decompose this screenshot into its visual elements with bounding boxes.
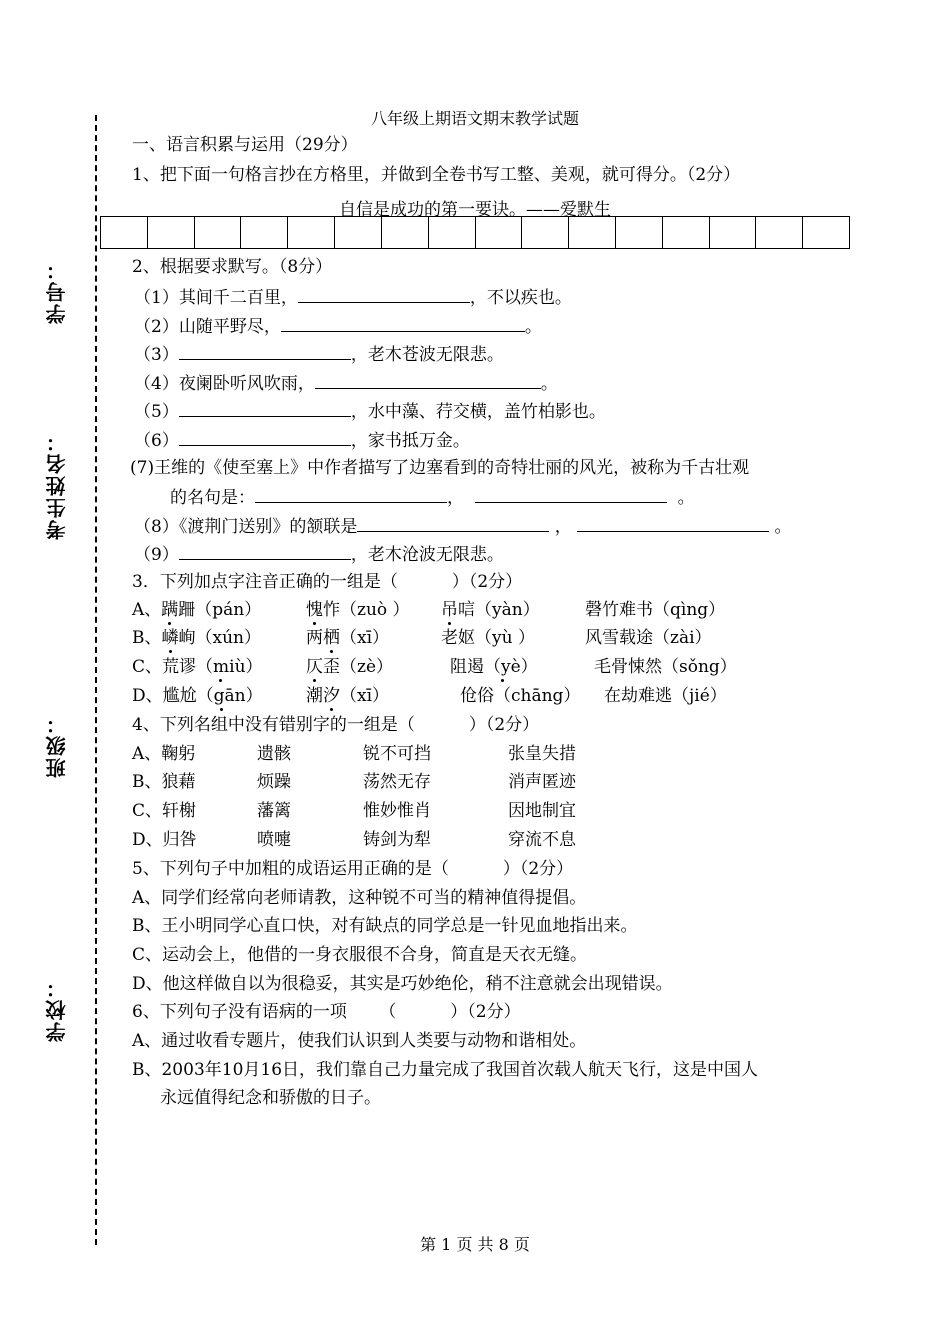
page-title: 八年级上期语文期末教学试题 xyxy=(370,109,579,128)
q3-option-c-3: 阻遏（yè） xyxy=(450,657,538,677)
q4-option-b-3: 荡然无存 xyxy=(363,772,431,792)
answer-blank[interactable] xyxy=(298,286,470,303)
answer-blank[interactable] xyxy=(281,315,525,332)
q4-option-c-2: 藩篱 xyxy=(257,801,291,821)
q3-option-a-4: 磬竹难书（qìng） xyxy=(585,600,726,620)
q4-option-c-4: 因地制宜 xyxy=(508,801,576,821)
name-label: 考生姓名： xyxy=(45,430,69,540)
q3-text: 3．下列加点字注音正确的一组是（ ）（2分） xyxy=(132,572,523,592)
q3-option-b: B、嶙峋（xún） xyxy=(132,628,261,648)
q3-option-c: C、荒谬（miù） xyxy=(132,657,263,677)
q2-item-7: (7)王维的《使至塞上》中作者描写了边塞看到的奇特壮丽的风光，被称为千古壮观 xyxy=(130,458,750,478)
q4-option-b-2: 烦躁 xyxy=(257,772,291,792)
q4-option-c-3: 惟妙惟肖 xyxy=(363,801,431,821)
answer-blank[interactable] xyxy=(577,515,769,532)
q2-item-2: （2）山随平野尽， 。 xyxy=(134,317,542,337)
q4-option-c: C、轩榭 xyxy=(132,801,197,821)
q3-option-a: A、蹒跚（pán） xyxy=(132,600,262,620)
q4-option-b-4: 消声匿迹 xyxy=(508,772,576,792)
answer-blank[interactable] xyxy=(179,400,351,417)
q3-option-a-3: 吊唁（yàn） xyxy=(441,600,540,620)
q4-option-a-2: 遗骸 xyxy=(257,744,291,764)
answer-blank[interactable] xyxy=(179,343,351,360)
section-heading: 一、语言积累与运用（29分） xyxy=(132,135,358,155)
q6-option-a: A、通过收看专题片，使我们认识到人类要与动物和谐相处。 xyxy=(132,1031,587,1051)
answer-blank[interactable] xyxy=(357,515,549,532)
student-no-label: 学号： xyxy=(45,258,69,324)
q4-option-d-2: 喷嚏 xyxy=(257,830,291,850)
q3-option-a-2: 愧怍（zuò ） xyxy=(306,600,410,620)
q6-option-b: B、2003年10月16日，我们靠自己力量完成了我国首次载人航天飞行，这是中国人 xyxy=(132,1060,759,1080)
answer-blank[interactable] xyxy=(179,429,351,446)
q4-option-d-3: 铸剑为犁 xyxy=(363,830,431,850)
q2-item-4: （4）夜阑卧听风吹雨， 。 xyxy=(134,374,558,394)
q2-text: 2、根据要求默写。（8分） xyxy=(132,257,333,277)
q3-option-d-2: 潮汐（xī） xyxy=(306,686,390,706)
q3-option-c-4: 毛骨悚然（sǒng） xyxy=(594,657,737,677)
q4-option-a-4: 张皇失措 xyxy=(508,744,576,764)
answer-blank[interactable] xyxy=(179,543,351,560)
q5-text: 5、下列句子中加粗的成语运用正确的是（ ）（2分） xyxy=(132,859,574,879)
q2-item-7-cont: 的名句是： ， 。 xyxy=(170,488,695,508)
q5-option-a: A、同学们经常向老师请教，这种锐不可当的精神值得提倡。 xyxy=(132,888,587,908)
class-label: 班级： xyxy=(45,712,69,778)
q3-option-b-2: 两栖（xī） xyxy=(306,628,390,648)
school-label: 学校： xyxy=(45,976,69,1042)
q4-text: 4、下列名组中没有错别字的一组是（ ）（2分） xyxy=(132,715,540,735)
q4-option-a-3: 锐不可挡 xyxy=(363,744,431,764)
q3-option-d: D、尴尬（gān） xyxy=(132,686,263,706)
q5-option-c: C、运动会上，他借的一身衣服很不合身，简直是天衣无缝。 xyxy=(132,945,588,965)
q5-option-b: B、王小明同学心直口快，对有缺点的同学总是一针见血地指出来。 xyxy=(132,916,638,936)
q3-option-b-3: 老妪（yù ） xyxy=(441,628,535,648)
answer-blank[interactable] xyxy=(475,486,667,503)
writing-grid[interactable] xyxy=(100,216,850,249)
page-footer: 第 1 页 共 8 页 xyxy=(420,1235,530,1254)
q2-item-5: （5） ，水中藻、荇交横，盖竹柏影也。 xyxy=(134,402,606,422)
answer-blank[interactable] xyxy=(315,372,541,389)
q2-item-9: （9） ，老木沧波无限悲。 xyxy=(134,545,504,565)
q5-option-d: D、他这样做自以为很稳妥，其实是巧妙绝伦，稍不注意就会出现错误。 xyxy=(132,974,673,994)
q3-option-d-4: 在劫难逃（jié） xyxy=(604,686,727,706)
q4-option-b: B、狼藉 xyxy=(132,772,196,792)
q3-option-c-2: 仄歪（zè） xyxy=(306,657,394,677)
q6-option-b-cont: 永远值得纪念和骄傲的日子。 xyxy=(160,1088,381,1108)
q3-option-b-4: 风雪载途（zài） xyxy=(585,628,712,648)
q6-text: 6、下列句子没有语病的一项 （ ）（2分） xyxy=(132,1002,521,1022)
q2-item-3: （3） ，老木苍波无限悲。 xyxy=(134,345,504,365)
q2-item-1: （1）其间千二百里， ，不以疾也。 xyxy=(134,288,572,308)
q1-motto: 自信是成功的第一要诀。——爱默生 xyxy=(339,200,611,220)
answer-blank[interactable] xyxy=(255,486,447,503)
q2-item-6: （6） ，家书抵万金。 xyxy=(134,431,470,451)
q4-option-d-4: 穿流不息 xyxy=(508,830,576,850)
q4-option-a: A、鞠躬 xyxy=(132,744,196,764)
binding-line xyxy=(95,115,97,1245)
q2-item-8: （8）《渡荆门送别》的颔联是 ， 。 xyxy=(134,517,792,537)
q4-option-d: D、归咎 xyxy=(132,830,197,850)
q3-option-d-3: 伧俗（chāng） xyxy=(460,686,581,706)
q1-text: 1、把下面一句格言抄在方格里，并做到全卷书写工整、美观，就可得分。（2分） xyxy=(132,165,741,185)
